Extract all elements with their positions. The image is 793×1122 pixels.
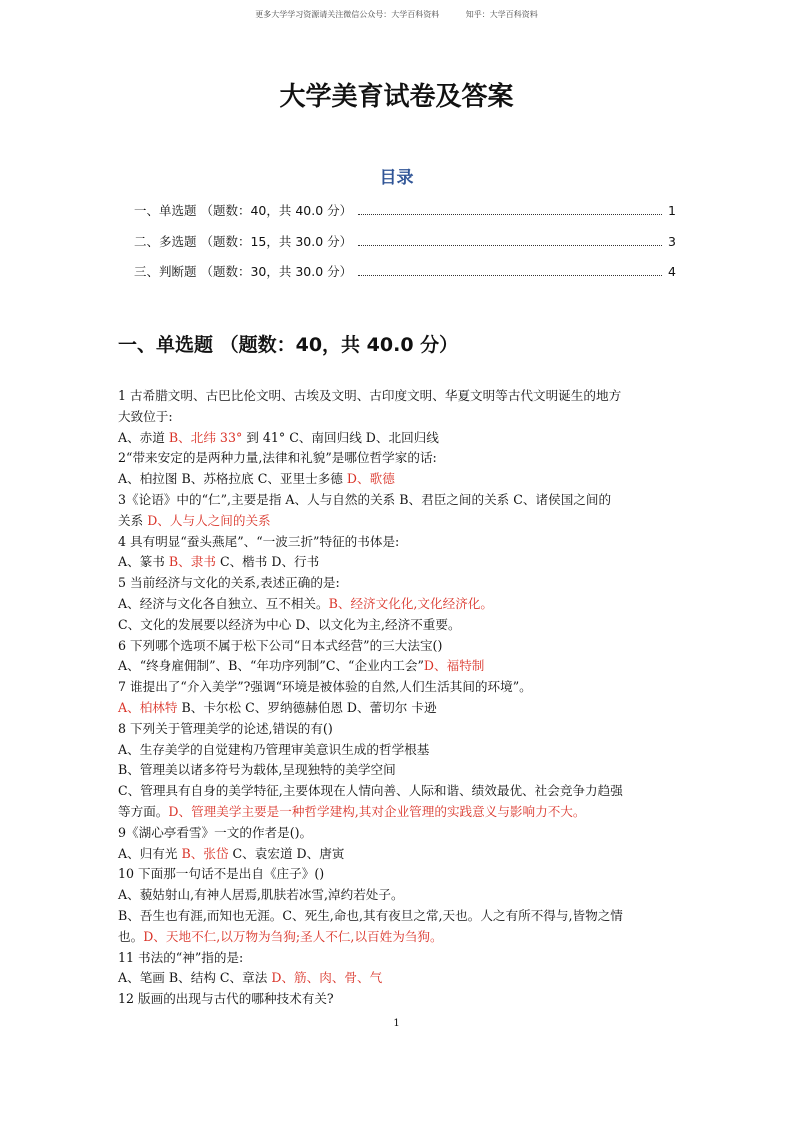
answer-highlight: D、福特制: [423, 658, 485, 674]
question-text: 到 41° C、南回归线 D、北回归线: [242, 429, 439, 445]
answer-highlight: A、柏林特: [118, 699, 178, 715]
question-text: 6 下列哪个选项不属于松下公司“日本式经营”的三大法宝(): [118, 637, 443, 653]
question-line: [118, 781, 680, 802]
document-title: 大学美育试卷及答案: [279, 82, 514, 112]
question-text: A、生存美学的自觉建构乃管理审美意识生成的哲学根基: [118, 741, 430, 757]
question-text: 9《湖心亭看雪》一文的作者是()。: [118, 824, 313, 840]
toc-title: 目录: [379, 168, 414, 188]
question-line: [118, 636, 680, 657]
question-line: [118, 469, 680, 490]
question-text: 12 版画的出现与古代的哪种技术有关?: [118, 991, 334, 1007]
question-text: 也。: [118, 928, 144, 944]
answer-highlight: D、人与人之间的关系: [147, 512, 271, 528]
question-line: [118, 594, 680, 615]
question-text: 关系: [118, 512, 148, 528]
question-text: C、楷书 D、行书: [215, 554, 320, 570]
question-text: 4 具有明显“蚕头燕尾”、“一波三折”特征的书体是:: [118, 533, 400, 549]
question-line: [118, 740, 680, 761]
question-text: 7 谁提出了“介入美学”?强调“环境是被体验的自然,人们生活其间的环境”。: [118, 679, 532, 695]
question-text: 1 古希腊文明、古巴比伦文明、古埃及文明、古印度文明、华夏文明等古代文明诞生的地方: [118, 388, 622, 403]
toc-entry-label: 一、单选题 （题数：40，共 40.0 分）: [134, 203, 353, 218]
toc-entry-label: 三、判断题 （题数：30，共 30.0 分）: [134, 264, 353, 279]
question-text: A、笔画 B、结构 C、章法: [118, 970, 272, 986]
table-of-contents: [134, 201, 676, 293]
question-text: C、文化的发展要以经济为中心 D、以文化为主,经济不重要。: [118, 616, 461, 632]
question-line: [118, 615, 680, 636]
toc-entry[interactable]: [134, 201, 676, 232]
question-text: B、卡尔松 C、罗纳德赫伯恩 D、蕾切尔 卡逊: [177, 699, 437, 715]
answer-highlight: B、隶书: [168, 554, 216, 570]
toc-entry-page: 4: [668, 264, 676, 279]
toc-entry[interactable]: [134, 262, 676, 293]
question-text: A、藐姑射山,有神人居焉,肌肤若冰雪,淖约若处子。: [118, 887, 404, 903]
question-line: [118, 573, 680, 594]
header-right-text: 知乎：大学百科资料: [465, 10, 538, 19]
question-text: 3《论语》中的“仁”,主要是指 A、人与自然的关系 B、君臣之间的关系 C、诸侯国之间的: [118, 491, 612, 507]
question-line: [118, 968, 680, 989]
question-line: [118, 802, 680, 823]
question-line: [118, 656, 680, 677]
question-line: [118, 532, 680, 553]
question-text: C、袁宏道 D、唐寅: [228, 845, 345, 861]
header-left-text: 更多大学学习资源请关注微信公众号：大学百科资料: [255, 10, 440, 19]
question-text: A、归有光: [118, 845, 182, 861]
page-header: [0, 9, 793, 20]
question-line: [118, 823, 680, 844]
question-text: 5 当前经济与文化的关系,表述正确的是:: [118, 575, 340, 591]
question-line: [118, 885, 680, 906]
toc-dot-leader: [358, 275, 662, 276]
question-text: A、篆书: [118, 554, 169, 570]
question-text: A、赤道: [118, 429, 169, 445]
answer-highlight: B、北纬 33°: [168, 429, 243, 445]
question-line: [118, 490, 680, 511]
answer-highlight: B、经济文化化,文化经济化。: [328, 595, 493, 611]
question-text: 等方面。: [118, 803, 169, 819]
question-line: [118, 407, 680, 428]
question-text: A、经济与文化各自独立、互不相关。: [118, 595, 329, 611]
question-text: 8 下列关于管理美学的论述,错误的有(): [118, 720, 333, 736]
page-number: 1: [393, 1018, 400, 1029]
question-line: [118, 948, 680, 969]
question-line: [118, 448, 680, 469]
question-line: [118, 428, 680, 449]
question-line: [118, 927, 680, 948]
question-text: A、“终身雇佣制”、B、“年功序列制”C、“企业内工会”: [118, 658, 424, 674]
question-text: 10 下面那一句话不是出自《庄子》(): [118, 866, 325, 882]
question-line: [118, 864, 680, 885]
toc-entry-page: 1: [668, 203, 676, 218]
question-line: [118, 989, 680, 1010]
question-line: [118, 386, 680, 407]
question-text: C、管理具有自身的美学特征,主要体现在人情向善、人际和谐、绩效最优、社会竞争力趋强: [118, 783, 623, 799]
question-text: 大致位于:: [118, 408, 173, 424]
question-line: [118, 698, 680, 719]
question-line: [118, 511, 680, 532]
toc-entry[interactable]: [134, 232, 676, 263]
toc-entry-label: 二、多选题 （题数：15，共 30.0 分）: [134, 233, 353, 249]
answer-highlight: B、张岱: [181, 845, 229, 861]
section-heading: 一、单选题 （题数：40，共 40.0 分）: [118, 334, 459, 356]
question-line: [118, 844, 680, 865]
toc-dot-leader: [358, 214, 662, 215]
answer-highlight: D、天地不仁,以万物为刍狗;圣人不仁,以百姓为刍狗。: [143, 928, 443, 944]
question-text: 2“带来安定的是两种力量,法律和礼貌”是哪位哲学家的话:: [118, 450, 437, 466]
question-line: [118, 552, 680, 573]
question-line: [118, 677, 680, 698]
question-text: A、柏拉图 B、苏格拉底 C、亚里士多德: [118, 471, 347, 487]
answer-highlight: D、筋、肉、骨、气: [271, 970, 383, 986]
question-text: B、管理美以诸多符号为载体,呈现独特的美学空间: [118, 762, 396, 778]
question-text: B、吾生也有涯,而知也无涯。C、死生,命也,其有夜旦之常,天也。人之有所不得与,皆物之情: [118, 907, 623, 923]
question-line: [118, 906, 680, 927]
toc-entry-page: 3: [668, 233, 676, 249]
answer-highlight: D、管理美学主要是一种哲学建构,其对企业管理的实践意义与影响力不大。: [168, 803, 586, 819]
question-line: [118, 719, 680, 740]
question-line: [118, 760, 680, 781]
answer-highlight: D、歌德: [346, 471, 395, 487]
question-list: [118, 386, 680, 1010]
toc-dot-leader: [358, 245, 662, 246]
question-text: 11 书法的“神”指的是:: [118, 949, 244, 965]
